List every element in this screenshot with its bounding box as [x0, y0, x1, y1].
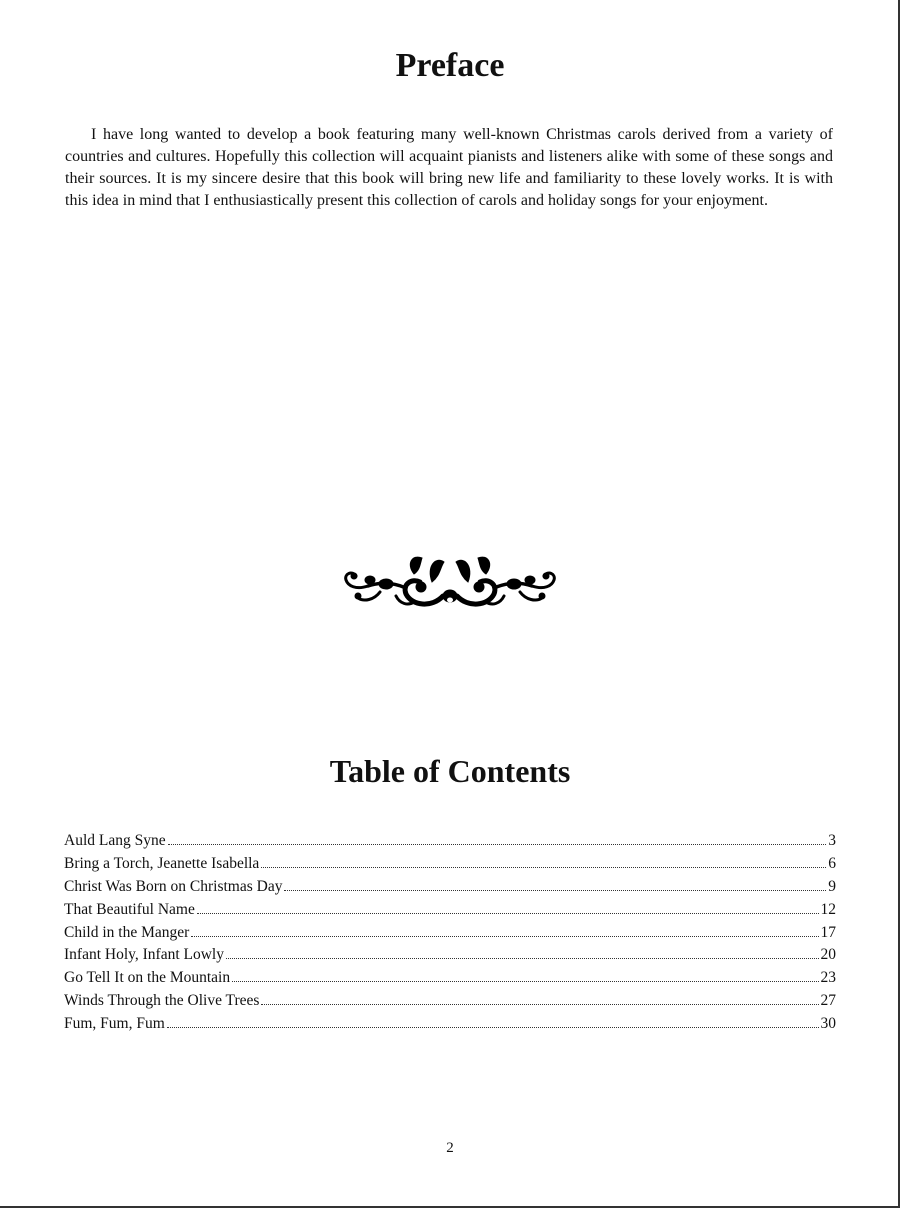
toc-entry-title: Go Tell It on the Mountain [64, 969, 231, 987]
toc-entry-page: 12 [820, 900, 836, 918]
toc-entry-page: 3 [828, 832, 836, 849]
toc-entry-page: 23 [820, 969, 836, 987]
toc-entry [64, 830, 836, 853]
toc-entry-page: 27 [820, 992, 836, 1010]
dot-leader [226, 958, 819, 959]
dot-leader [168, 844, 827, 845]
dot-leader [197, 913, 819, 914]
toc-entry-title: Fum, Fum, Fum [64, 1015, 165, 1033]
toc-entry [64, 922, 836, 945]
dot-leader [191, 936, 818, 937]
toc-entry-page: 20 [820, 946, 836, 964]
toc-entry [64, 876, 836, 899]
toc-entry-title: Infant Holy, Infant Lowly [64, 946, 224, 964]
toc-entry-page: 17 [820, 923, 836, 941]
toc-entry [64, 853, 836, 876]
toc-entry [64, 967, 836, 990]
dot-leader [284, 890, 826, 891]
toc-entry [64, 944, 836, 967]
toc-entry-title: That Beautiful Name [64, 900, 195, 918]
toc-entry-title: Child in the Manger [64, 923, 190, 941]
table-of-contents [64, 830, 836, 1036]
toc-entry-title: Winds Through the Olive Trees [64, 992, 260, 1010]
toc-entry-title: Bring a Torch, Jeanette Isabella [64, 854, 260, 872]
dot-leader [261, 867, 826, 868]
floral-scroll-ornament-icon [340, 552, 560, 612]
toc-entry [64, 899, 836, 922]
toc-entry [64, 990, 836, 1013]
dot-leader [261, 1004, 818, 1005]
toc-entry-page: 30 [820, 1015, 836, 1033]
toc-entry-title: Auld Lang Syne [64, 832, 166, 849]
preface-title: Preface [395, 47, 505, 84]
page-number: 2 [446, 1140, 454, 1156]
dot-leader [232, 981, 818, 982]
toc-entry-page: 6 [828, 854, 836, 872]
preface-paragraph: I have long wanted to develop a book featuring many well-known Christmas carols derived from a variety of countries and cultures. Hopefully this collection will acquaint pianists and listeners alike with some of these songs and their sources. It is my sincere desire that this book will bring new life and familiarity to these lovely works. It is with this idea in mind that I enthusiastically present this collection of carols and holiday songs for your enjoyment. [65, 126, 833, 209]
dot-leader [167, 1027, 819, 1028]
toc-title: Table of Contents [329, 753, 571, 789]
toc-entry-page: 9 [828, 877, 836, 895]
toc-entry-title: Christ Was Born on Christmas Day [64, 877, 283, 895]
toc-entry [64, 1013, 836, 1036]
